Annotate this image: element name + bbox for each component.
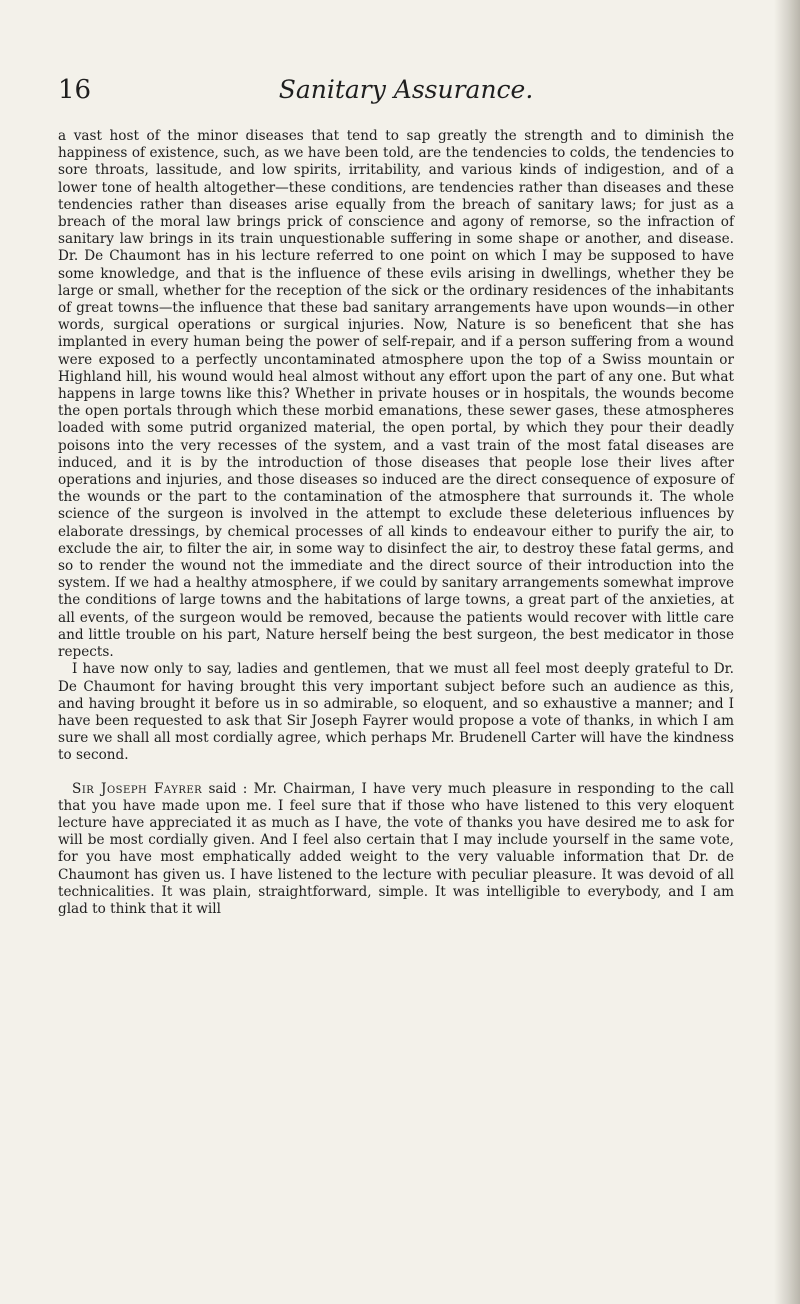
body-text — [58, 128, 734, 918]
page-number: 16 — [58, 75, 92, 105]
running-title: Sanitary Assurance. — [278, 75, 534, 104]
paragraph — [58, 781, 734, 919]
speaker-name: Sir Joseph Fayrer — [72, 780, 203, 797]
paragraph: a vast host of the minor diseases that tend to sap greatly the strength and to diminish the happiness of existence, such, as we have been told, are the tendencies to colds, the tendencies to sore throats, lassitude, and low spirits, irritability, and various kinds of indigestion, and of a lower tone of health altogether—these conditions, are tendencies rather than diseases and these tendencies rather than diseases arise equally from the breach of sanitary laws; for just as a breach of the moral law brings prick of conscience and agony of remorse, so the infraction of sanitary law brings in its train unquestionable suffering in some shape or another, and disease. Dr. De Chaumont has in his lecture referred to one point on which I may be supposed to have some knowledge, and that is the influence of these evils arising in dwellings, whether they be large or small, whether for the reception of the sick or the ordinary residences of the inhabitants of great towns—the influence that these bad sanitary arrangements have upon wounds—in other words, surgical operations or surgical injuries. Now, Nature is so beneficent that she has implanted in every human being the power of self-repair, and if a person suffering from a wound were exposed to a perfectly uncontaminated atmosphere upon the top of a Swiss mountain or Highland hill, his wound would heal almost without any effort upon the part of any one. But what happens in large towns like this? Whether in private houses or in hospitals, the wounds become the open portals through which these morbid emanations, these sewer gases, these atmospheres loaded with some putrid organized material, the open portal, by which they pour their deadly poisons into the very recesses of the system, and a vast train of the most fatal diseases are induced, and it is by the introduction of those diseases that people lose their lives after operations and injuries, and those diseases so induced are the direct consequence of exposure of the wounds or the part to the contamination of the atmosphere that surrounds it. The whole science of the surgeon is involved in the attempt to exclude these deleterious influences by elaborate dressings, by chemical processes of all kinds to endeavour either to purify the air, to exclude the air, to filter the air, in some way to disinfect the air, to destroy these fatal germs, and so to render the wound not the immediate and the direct source of their introduction into the system. If we had a healthy atmosphere, if we could by sanitary arrangements somewhat improve the conditions of large towns and the habitations of large towns, a great part of the anxieties, at all events, of the surgeon would be removed, because the patients would recover with little care and little trouble on his part, Nature herself being the best surgeon, the best medicator in those repects. — [58, 128, 734, 661]
paragraph-text: said : Mr. Chairman, I have very much pleasure in responding to the call that you have made upon me. I feel sure that if those who have listened to this very eloquent lecture have appreciated it as much as I have, the vote of thanks you have desired me to ask for will be most cordially given. And I feel also certain that I may include yourself in the same vote, for you have most emphatically added weight to the very valuable information that Dr. de Chaumont has given us. I have listened to the lecture with peculiar pleasure. It was devoid of all technicalities. It was plain, straightforward, simple. It was intelligible to everybody, and I am glad to think that it will — [58, 780, 735, 917]
paragraph: I have now only to say, ladies and gentlemen, that we must all feel most deeply grateful to Dr. De Chaumont for having brought this very important subject before such an audience as this, and having brought it before us in so admirable, so eloquent, and so exhaustive a manner; and I have been requested to ask that Sir Joseph Fayrer would propose a vote of thanks, in which I am sure we shall all most cordially agree, which perhaps Mr. Brudenell Carter will have the kindness to second. — [58, 661, 734, 764]
page-edge-shadow — [774, 0, 800, 1304]
page-header — [58, 74, 730, 110]
